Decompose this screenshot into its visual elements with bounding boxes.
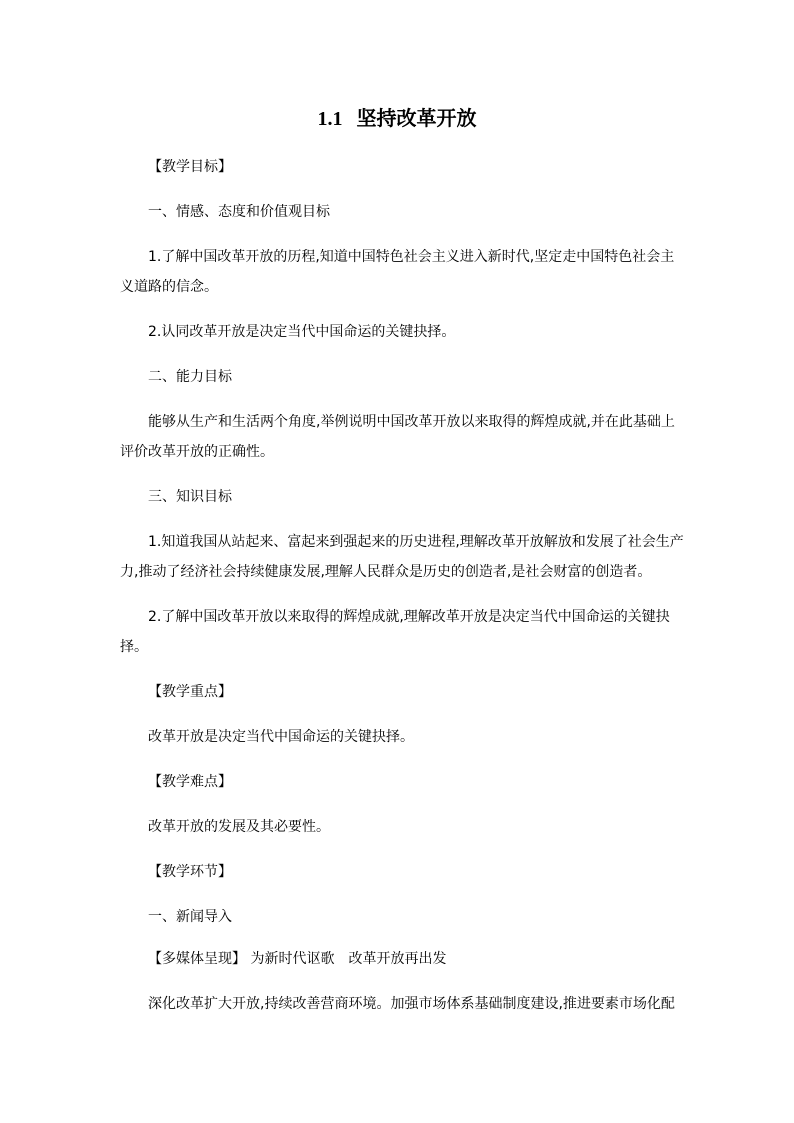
paragraph-line: 能够从生产和生活两个角度,举例说明中国改革开放以来取得的辉煌成就,并在此基础上 — [148, 414, 675, 430]
paragraph-line: 【多媒体呈现】 为新时代讴歌 改革开放再出发 — [148, 951, 447, 967]
paragraph-line: 2.认同改革开放是决定当代中国命运的关键抉择。 — [148, 324, 456, 340]
paragraph-line: 评价改革开放的正确性。 — [120, 444, 274, 460]
title-number: 1.1 — [317, 108, 343, 130]
title-text: 坚持改革开放 — [356, 106, 477, 130]
subheading-knowledge-objectives: 三、知识目标 — [148, 489, 232, 505]
subheading-emotion-attitude-values: 一、情感、态度和价值观目标 — [148, 204, 330, 220]
subheading-news-intro: 一、新闻导入 — [148, 909, 232, 925]
paragraph-line: 义道路的信念。 — [120, 279, 218, 295]
section-heading-key-points: 【教学重点】 — [148, 684, 232, 700]
paragraph-line: 力,推动了经济社会持续健康发展,理解人民群众是历史的创造者,是社会财富的创造者。 — [120, 564, 652, 580]
section-heading-teaching-objectives: 【教学目标】 — [148, 159, 232, 175]
paragraph-line: 1.知道我国从站起来、富起来到强起来的历史进程,理解改革开放解放和发展了社会生产 — [148, 534, 684, 550]
paragraph-line: 改革开放的发展及其必要性。 — [148, 819, 330, 835]
section-heading-difficulties: 【教学难点】 — [148, 774, 232, 790]
paragraph-line: 改革开放是决定当代中国命运的关键抉择。 — [148, 729, 414, 745]
subheading-ability-objectives: 二、能力目标 — [148, 369, 232, 385]
paragraph-line: 择。 — [120, 639, 148, 655]
section-heading-teaching-steps: 【教学环节】 — [148, 864, 232, 880]
paragraph-line: 1.了解中国改革开放的历程,知道中国特色社会主义进入新时代,坚定走中国特色社会主 — [148, 249, 675, 265]
paragraph-line: 2.了解中国改革开放以来取得的辉煌成就,理解改革开放是决定当代中国命运的关键抉 — [148, 609, 670, 625]
paragraph-line: 深化改革扩大开放,持续改善营商环境。加强市场体系基础制度建设,推进要素市场化配 — [148, 996, 675, 1012]
page-title — [0, 104, 794, 133]
